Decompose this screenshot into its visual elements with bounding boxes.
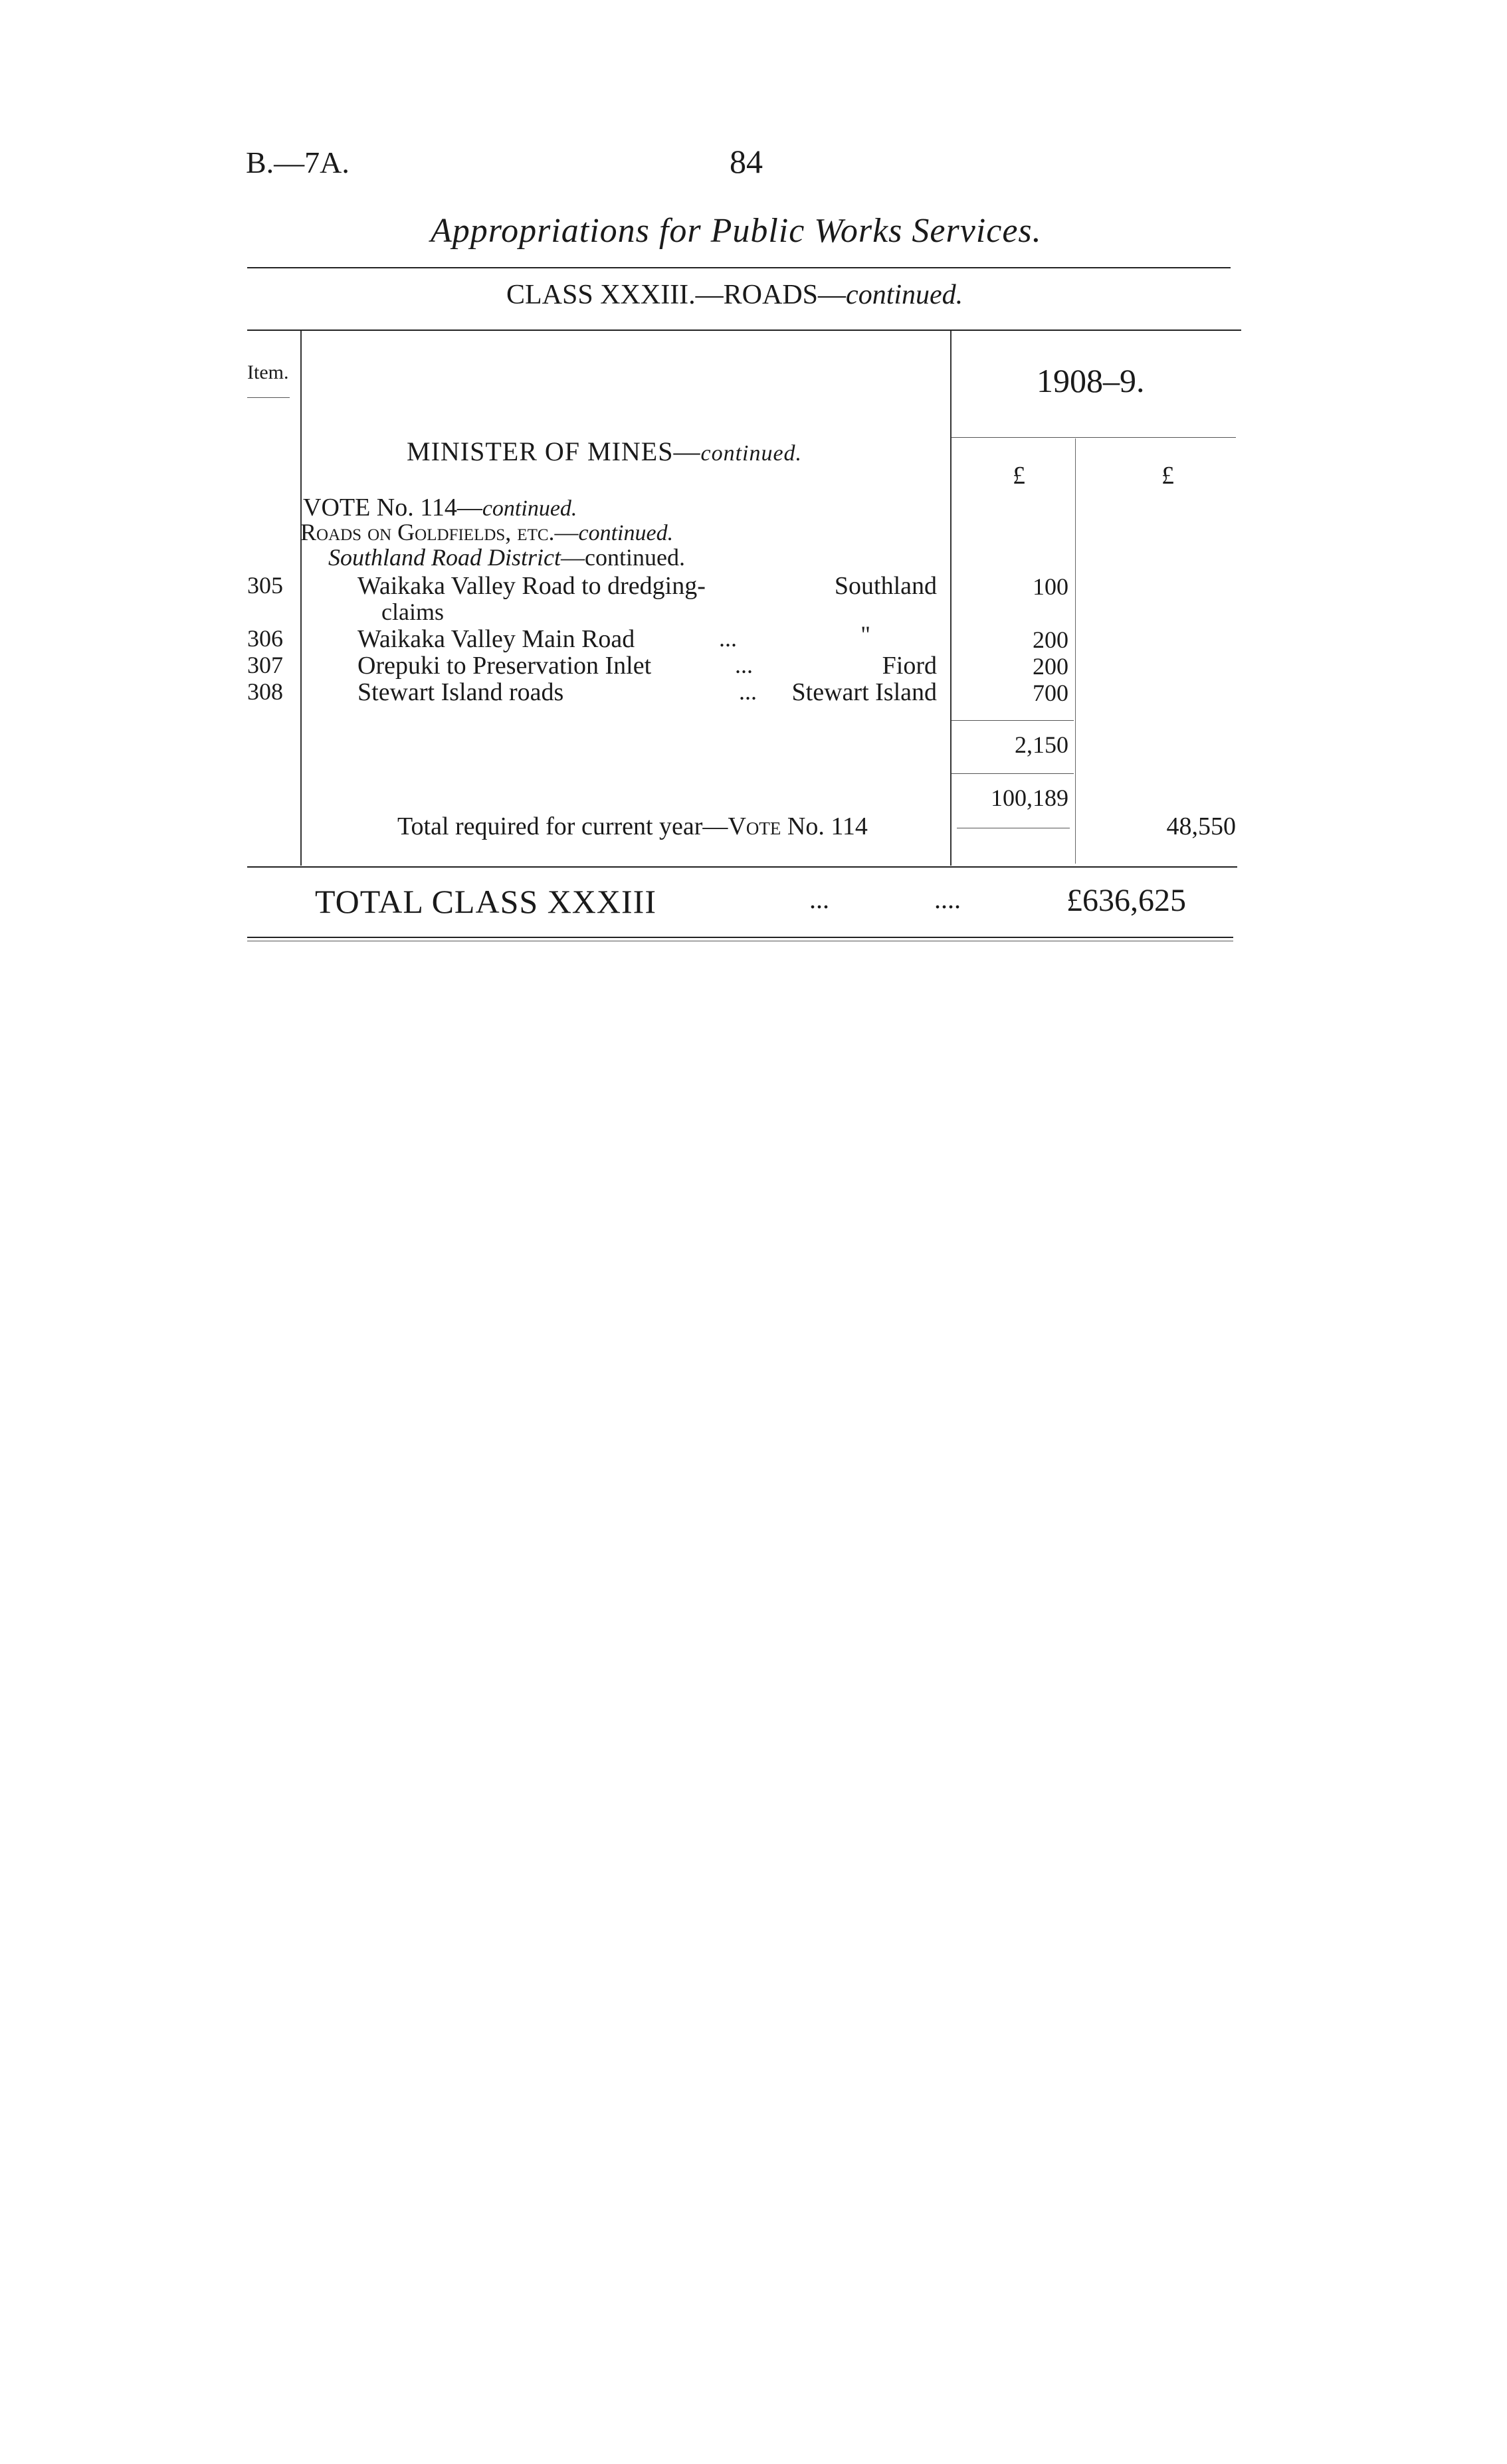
table-row-county: " <box>860 621 870 648</box>
title-rule <box>247 267 1231 268</box>
table-row-item-number: 308 <box>247 678 283 705</box>
vote-total-rule <box>952 773 1074 774</box>
vote-total-col1: 100,189 <box>991 785 1068 811</box>
table-row-amount: 200 <box>1033 653 1068 680</box>
subtotal-rule <box>952 720 1074 721</box>
table-row-county: Southland <box>834 572 937 600</box>
table-row-amount: 200 <box>1033 626 1068 653</box>
table-row-amount: 700 <box>1033 680 1068 706</box>
minister-heading-text: MINISTER OF MINES— <box>407 436 701 466</box>
table-row-leader-dots: ... <box>719 625 737 652</box>
item-column-rule <box>300 331 302 866</box>
currency-symbol-col2: £ <box>1161 462 1174 490</box>
amount-column-rule <box>1075 438 1076 864</box>
class-heading-continued: continued. <box>846 280 963 310</box>
vote-total-label-vote: Vote <box>728 812 781 840</box>
district-heading-continued: —continued. <box>561 544 685 571</box>
district-heading <box>328 543 685 571</box>
table-row-item-number: 306 <box>247 625 283 652</box>
subhead-heading-continued: continued. <box>578 521 674 545</box>
table-row-description: Orepuki to Preservation Inlet <box>357 652 652 680</box>
description-column-rule <box>950 331 952 866</box>
table-bottom-rule <box>247 866 1237 868</box>
vote-total-col2: 48,550 <box>1166 812 1236 840</box>
table-row-description: Waikaka Valley Road to dredging- <box>357 572 706 600</box>
subhead-heading-text: Roads on Goldfields, etc.— <box>300 519 579 545</box>
table-top-rule <box>247 330 1241 331</box>
district-heading-text: Southland Road District <box>328 544 561 571</box>
class-heading <box>506 279 963 311</box>
vote-heading-text: VOTE No. 114— <box>303 494 482 521</box>
document-reference: B.—7A. <box>246 145 350 179</box>
class-total-rule <box>247 937 1233 938</box>
vote-total-label-number: No. 114 <box>787 812 868 840</box>
table-row-description-continuation: claims <box>381 599 444 625</box>
class-total-dots: ... <box>809 884 829 914</box>
item-column-header: Item. <box>247 361 289 383</box>
class-total-dots: .... <box>934 884 961 914</box>
year-header-rule <box>952 437 1236 438</box>
item-header-underline <box>247 397 290 398</box>
table-row-item-number: 307 <box>247 652 283 678</box>
minister-heading <box>407 436 802 467</box>
subtotal-amount: 2,150 <box>1015 731 1068 758</box>
table-row-county: Stewart Island <box>791 678 937 706</box>
class-heading-text: CLASS XXXIII.—ROADS— <box>506 280 847 310</box>
currency-symbol-col1: £ <box>1013 462 1025 490</box>
year-header: 1908–9. <box>1037 362 1145 399</box>
subhead-heading <box>300 518 673 546</box>
class-total-amount: £636,625 <box>1066 883 1186 918</box>
table-row-description: Stewart Island roads <box>357 678 564 706</box>
vote-total-label <box>397 812 868 841</box>
vote-total-label-text: Total required for current year— <box>397 812 728 840</box>
page-title: Appropriations for Public Works Services. <box>431 212 1042 250</box>
table-row-county: Fiord <box>882 652 937 680</box>
table-row-leader-dots: ... <box>735 652 753 678</box>
minister-heading-continued: continued. <box>700 441 803 466</box>
page-number: 84 <box>730 143 763 180</box>
table-row-amount: 100 <box>1033 573 1068 600</box>
table-row-item-number: 305 <box>247 572 283 599</box>
table-row-description: Waikaka Valley Main Road <box>357 625 635 653</box>
table-row-leader-dots: ... <box>739 678 757 705</box>
class-total-label: TOTAL CLASS XXXIII <box>315 883 656 920</box>
vote-heading-continued: continued. <box>482 496 577 521</box>
